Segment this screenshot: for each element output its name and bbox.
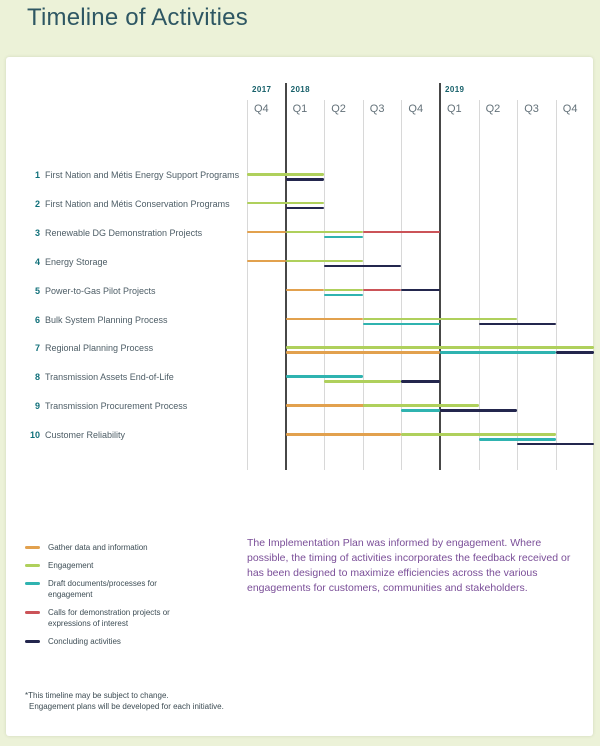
quarter-label: Q2 (485, 103, 501, 115)
activity-number: 1 (34, 170, 40, 180)
activity-number: 10 (29, 430, 40, 441)
activity-number: 2 (34, 198, 40, 209)
year-label-2019: 2019 (445, 85, 465, 94)
bar-engagement (247, 173, 324, 176)
activity-number: 9 (34, 401, 40, 412)
bar-concluding (286, 178, 325, 181)
activity-label: Customer Reliability (45, 430, 126, 441)
bar-concluding (286, 207, 325, 210)
quarter-label: Q4 (254, 103, 269, 115)
quarter-label: Q4 (562, 103, 578, 115)
activity-label: Regional Planning Process (45, 343, 154, 354)
bar-concluding (517, 443, 594, 446)
legend-item-concluding (25, 636, 210, 647)
activity-label: Transmission Assets End-of-Life (45, 372, 174, 383)
bar-concluding (401, 289, 440, 292)
quarter-gridline (247, 100, 248, 470)
quarter-label: Q1 (447, 103, 462, 115)
bar-concluding (440, 409, 517, 412)
legend-item-gather (25, 542, 210, 553)
activity-label: First Nation and Métis Conservation Programs (45, 198, 230, 209)
activity-number: 5 (34, 285, 40, 296)
activity-label: First Nation and Métis Energy Support Programs (45, 170, 240, 180)
quarter-gridline (556, 100, 557, 470)
bar-concluding (324, 265, 401, 268)
bar-draft (324, 236, 363, 239)
bar-engagement (286, 346, 595, 349)
bar-calls (363, 289, 402, 292)
bar-draft (324, 294, 363, 297)
year-label-2018: 2018 (290, 85, 310, 94)
legend (25, 542, 210, 654)
bar-calls (363, 231, 440, 234)
bar-gather (247, 231, 286, 234)
footnote-line-2: Engagement plans will be developed for each initiative. (29, 702, 224, 711)
calls-swatch-icon (25, 611, 40, 614)
year-label-2017: 2017 (252, 85, 272, 94)
legend-label: Calls for demonstration projects or expressions of interest (48, 608, 170, 628)
activity-number: 7 (34, 343, 40, 354)
bar-gather (286, 318, 363, 321)
bar-gather (286, 289, 325, 292)
bar-gather (286, 433, 402, 436)
quarter-label: Q4 (408, 103, 424, 115)
activity-label: Renewable DG Demonstration Projects (45, 227, 203, 238)
quarter-gridline (479, 100, 480, 470)
bar-concluding (556, 351, 595, 354)
draft-swatch-icon (25, 582, 40, 585)
bar-draft (401, 409, 440, 412)
activity-number: 6 (34, 314, 40, 325)
footnote-line-1: *This timeline may be subject to change. (25, 691, 169, 700)
activity-label: Bulk System Planning Process (45, 314, 168, 325)
year-boundary-line (285, 83, 287, 470)
engagement-note: The Implementation Plan was informed by engagement. Where possible, the timing of activities incorporates the feedback received or has been designed to maximize efficiencies across the various engagements for customers, communities and stakeholders. (247, 537, 571, 594)
legend-item-engagement (25, 560, 210, 571)
bar-draft (440, 351, 556, 354)
legend-item-calls (25, 607, 210, 629)
quarter-label: Q1 (292, 103, 308, 115)
bar-draft (286, 375, 363, 378)
gather-swatch-icon (25, 546, 40, 549)
bar-engagement (286, 231, 363, 234)
bar-gather (247, 260, 286, 263)
legend-label: Gather data and information (48, 543, 148, 552)
quarter-gridline (324, 100, 325, 470)
bar-draft (363, 323, 440, 326)
quarter-label: Q3 (524, 103, 539, 115)
bar-engagement (363, 318, 517, 321)
year-boundary-line (439, 83, 441, 470)
bar-engagement (363, 404, 479, 407)
activity-label: Transmission Procurement Process (45, 401, 188, 412)
bar-concluding (401, 380, 440, 383)
concluding-swatch-icon (25, 640, 40, 643)
quarter-label: Q2 (331, 103, 346, 115)
legend-label: Draft documents/processes for engagement (48, 579, 157, 599)
page-title: Timeline of Activities (27, 4, 248, 31)
quarter-gridline (363, 100, 364, 470)
footnote (25, 690, 224, 712)
content-card (6, 57, 593, 736)
bar-concluding (479, 323, 556, 326)
activity-label: Power-to-Gas Pilot Projects (45, 285, 156, 296)
quarter-gridline (517, 100, 518, 470)
activity-number: 3 (34, 227, 40, 238)
activity-number: 4 (34, 256, 40, 267)
activity-label: Energy Storage (45, 256, 108, 267)
bar-gather (286, 351, 440, 354)
bar-engagement (401, 433, 555, 436)
bar-engagement (324, 289, 363, 292)
legend-label: Concluding activities (48, 637, 121, 646)
engagement-swatch-icon (25, 564, 40, 567)
activity-number: 8 (34, 372, 40, 383)
bar-engagement (286, 260, 363, 263)
bar-engagement (324, 380, 401, 383)
bar-draft (479, 438, 556, 441)
quarter-label: Q3 (369, 103, 385, 115)
legend-item-draft (25, 578, 210, 600)
quarter-gridline (401, 100, 402, 470)
legend-label: Engagement (48, 561, 94, 570)
